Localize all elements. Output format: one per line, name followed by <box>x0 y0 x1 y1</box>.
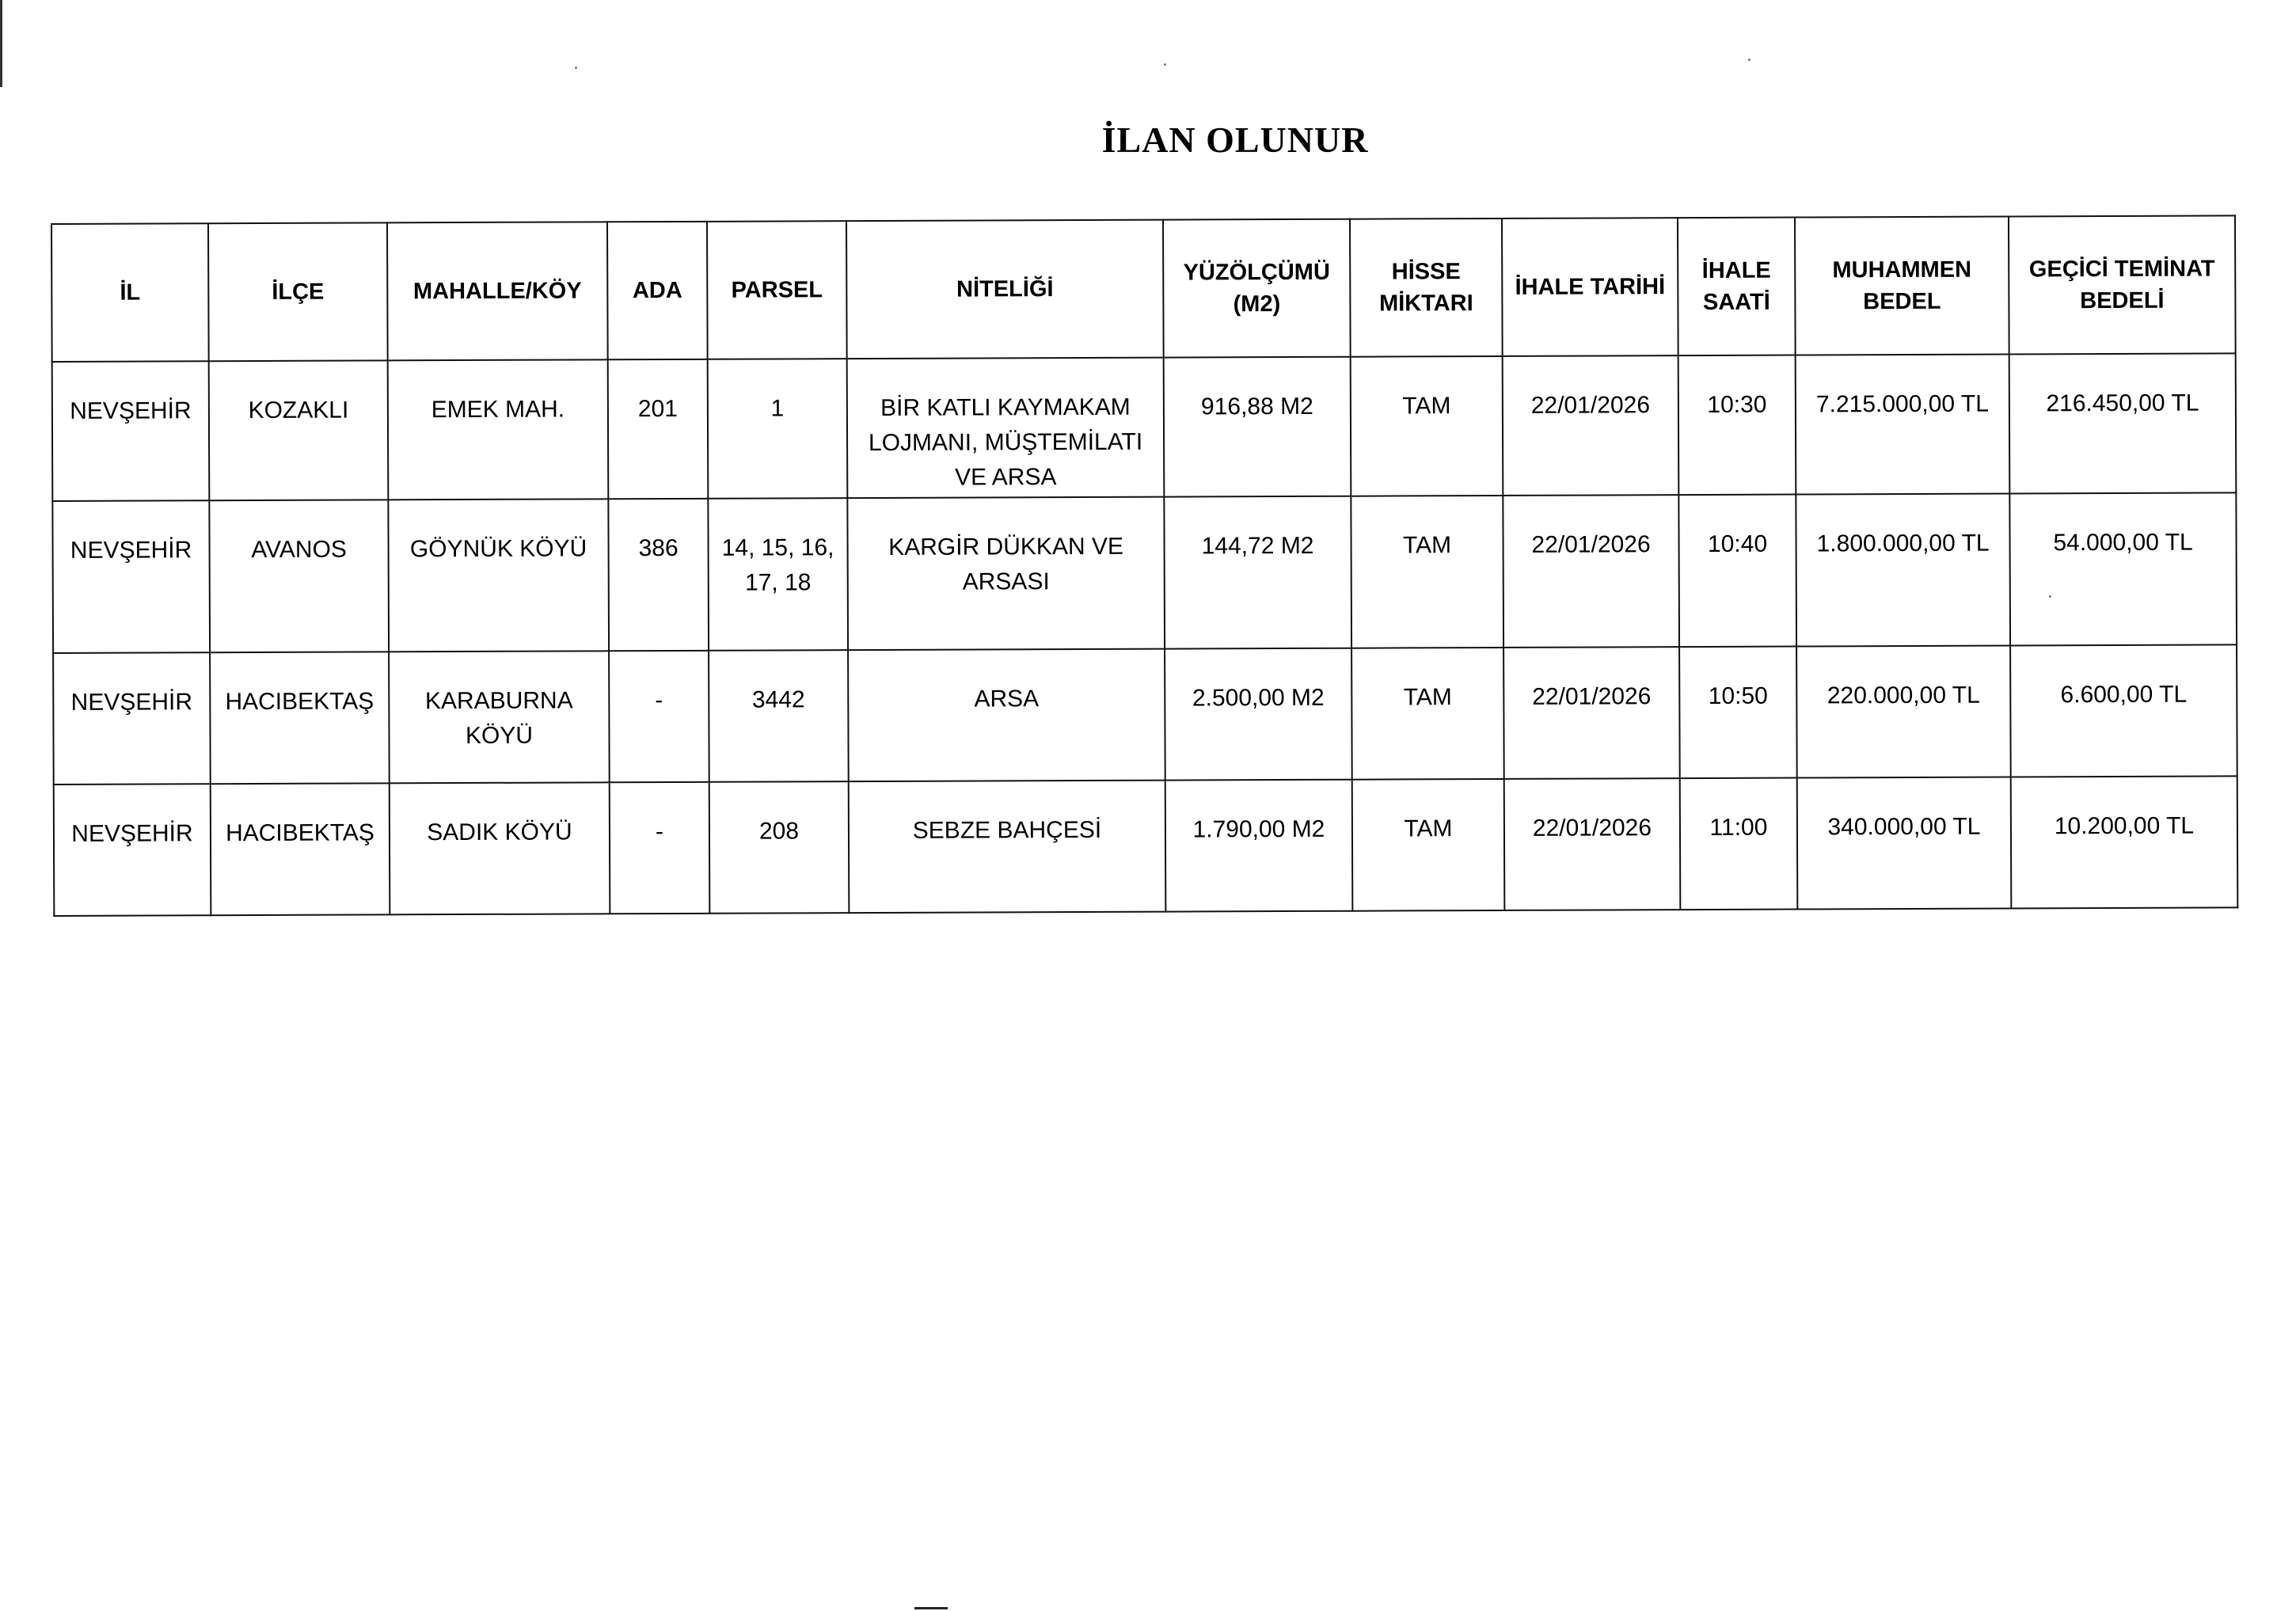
header-muhammen-bedel: MUHAMMEN BEDEL <box>1795 217 2009 355</box>
header-ada: ADA <box>607 222 708 359</box>
cell-gecici-teminat: 10.200,00 TL <box>2011 776 2238 908</box>
cell-hisse-miktari: TAM <box>1351 496 1503 648</box>
table-row <box>52 353 2237 501</box>
header-mahalle-koy: MAHALLE/KÖY <box>387 222 608 360</box>
cell-il: NEVŞEHİR <box>52 361 210 501</box>
cell-parsel: 3442 <box>709 650 849 782</box>
cell-ihale-saati: 10:30 <box>1678 355 1796 496</box>
cell-ada: - <box>609 651 709 782</box>
cell-il: NEVŞEHİR <box>54 784 211 916</box>
cell-ilce: AVANOS <box>209 500 389 652</box>
cell-gecici-teminat: 54.000,00 TL <box>2009 492 2237 645</box>
cell-niteligi: SEBZE BAHÇESİ <box>849 781 1166 914</box>
cell-ihale-tarihi: 22/01/2026 <box>1503 647 1680 779</box>
header-ihale-tarihi: İHALE TARİHİ <box>1502 218 1678 356</box>
cell-il: NEVŞEHİR <box>52 500 210 653</box>
header-parsel: PARSEL <box>707 221 847 359</box>
scan-speck <box>1748 59 1751 61</box>
scan-footer-mark <box>914 1607 948 1609</box>
table-header-row <box>51 215 2236 362</box>
table-row <box>53 644 2237 785</box>
cell-ada: - <box>610 782 710 914</box>
cell-gecici-teminat: 6.600,00 TL <box>2010 644 2237 777</box>
cell-il: NEVŞEHİR <box>53 652 211 785</box>
scan-speck <box>575 66 577 69</box>
scan-speck <box>1164 63 1166 66</box>
cell-ihale-tarihi: 22/01/2026 <box>1504 778 1681 910</box>
cell-ada: 386 <box>608 499 709 651</box>
cell-hisse-miktari: TAM <box>1352 779 1505 911</box>
cell-ilce: HACIBEKTAŞ <box>211 783 390 915</box>
cell-muhammen-bedel: 1.800.000,00 TL <box>1796 494 2010 647</box>
cell-ihale-tarihi: 22/01/2026 <box>1503 355 1679 496</box>
cell-ihale-tarihi: 22/01/2026 <box>1503 495 1679 648</box>
cell-muhammen-bedel: 7.215.000,00 TL <box>1796 355 2010 495</box>
cell-mahalle-koy: SADIK KÖYÜ <box>390 782 610 914</box>
cell-mahalle-koy: KARABURNA KÖYÜ <box>389 651 610 783</box>
document-title: İLAN OLUNUR <box>1101 120 1369 160</box>
cell-yuzolcumu: 144,72 M2 <box>1164 496 1351 649</box>
table-row <box>54 776 2238 916</box>
cell-hisse-miktari: TAM <box>1351 648 1504 780</box>
cell-niteligi: ARSA <box>848 649 1165 782</box>
cell-parsel: 208 <box>709 781 850 914</box>
cell-mahalle-koy: EMEK MAH. <box>388 359 609 500</box>
cell-parsel: 14, 15, 16, 17, 18 <box>708 498 848 651</box>
header-niteligi: NİTELİĞİ <box>846 220 1164 359</box>
header-ihale-saati: İHALE SAATİ <box>1678 218 1796 356</box>
cell-mahalle-koy: GÖYNÜK KÖYÜ <box>388 499 609 652</box>
header-hisse-miktari: HİSSE MİKTARI <box>1350 218 1503 357</box>
cell-ilce: HACIBEKTAŞ <box>210 652 390 784</box>
cell-gecici-teminat: 216.450,00 TL <box>2009 353 2237 493</box>
cell-ada: 201 <box>608 359 709 499</box>
cell-yuzolcumu: 1.790,00 M2 <box>1165 780 1353 912</box>
auction-table <box>51 215 2238 917</box>
header-yuzolcumu: YÜZÖLÇÜMÜ (M2) <box>1163 219 1351 358</box>
header-gecici-teminat-bedeli: GEÇİCİ TEMİNAT BEDELİ <box>2009 215 2236 354</box>
cell-niteligi: BİR KATLI KAYMAKAM LOJMANI, MÜŞTEMİLATI VE ARSA <box>847 358 1165 499</box>
table-row <box>52 492 2237 653</box>
cell-hisse-miktari: TAM <box>1351 356 1503 496</box>
cell-ihale-saati: 10:40 <box>1678 495 1796 648</box>
cell-yuzolcumu: 2.500,00 M2 <box>1165 648 1352 781</box>
header-il: İL <box>51 223 209 362</box>
cell-ihale-saati: 10:50 <box>1679 647 1797 779</box>
cell-muhammen-bedel: 340.000,00 TL <box>1797 777 2012 909</box>
cell-ihale-saati: 11:00 <box>1680 778 1798 910</box>
cell-muhammen-bedel: 220.000,00 TL <box>1796 646 2011 778</box>
header-ilce: İLÇE <box>208 222 388 361</box>
cell-niteligi: KARGİR DÜKKAN VE ARSASI <box>847 497 1165 651</box>
cell-parsel: 1 <box>708 359 848 499</box>
cell-yuzolcumu: 916,88 M2 <box>1164 357 1351 497</box>
scan-edge-line <box>0 0 2 87</box>
cell-ilce: KOZAKLI <box>209 360 389 500</box>
